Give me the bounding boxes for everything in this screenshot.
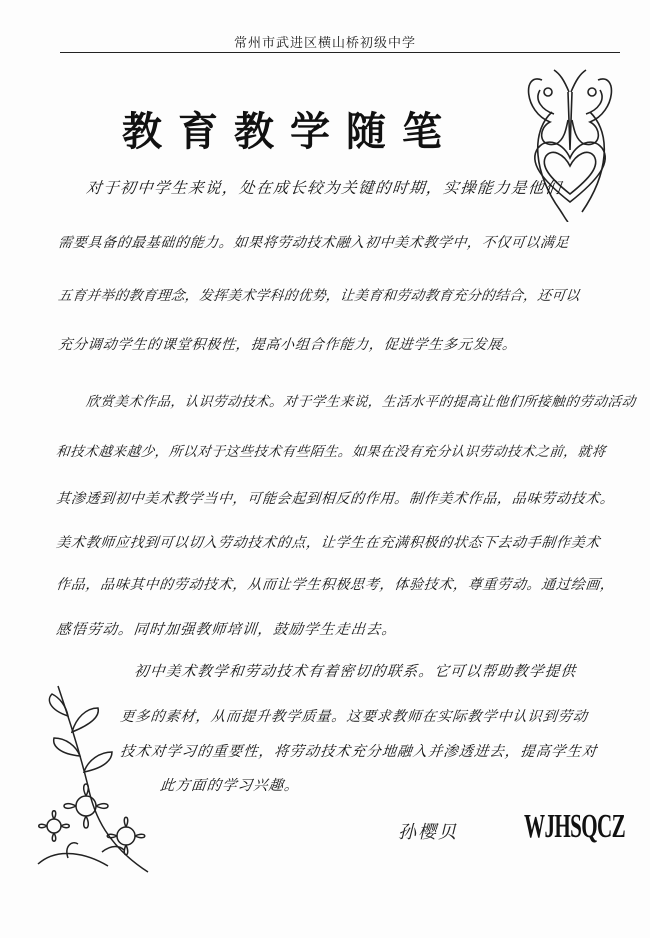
body-line: 和技术越来越少，所以对于这些技术有些陌生。如果在没有充分认识劳动技术之前，就将 bbox=[55, 444, 607, 460]
body-line: 此方面的学习兴趣。 bbox=[159, 778, 301, 794]
author-signature: 孙樱贝 bbox=[398, 822, 458, 843]
school-stamp: WJHSQCZ bbox=[524, 808, 626, 845]
body-line: 美术教师应找到可以切入劳动技术的点，让学生在充满积极的状态下去动手制作美术 bbox=[55, 535, 601, 551]
body-line: 作品，品味其中的劳动技术，从而让学生积极思考，体验技术，尊重劳动。通过绘画， bbox=[55, 577, 616, 593]
body-line: 技术对学习的重要性，将劳动技术充分地融入并渗透进去，提高学生对 bbox=[119, 744, 599, 760]
body-line: 更多的素材，从而提升教学质量。这要求教师在实际教学中认识到劳动 bbox=[119, 709, 589, 725]
body-line: 五育并举的教育理念，发挥美术学科的优势，让美育和劳动教育充分的结合，还可以 bbox=[57, 288, 581, 304]
header-rule bbox=[60, 52, 620, 53]
body-line: 对于初中学生来说，处在成长较为关键的时期，实操能力是他们 bbox=[85, 179, 564, 197]
body-line: 其渗透到初中美术教学当中，可能会起到相反的作用。制作美术作品，品味劳动技术。 bbox=[55, 491, 616, 507]
body-line: 需要具备的最基础的能力。如果将劳动技术融入初中美术教学中，不仅可以满足 bbox=[57, 235, 571, 251]
school-header: 常州市武进区横山桥初级中学 bbox=[233, 36, 416, 51]
body-line: 欣赏美术作品，认识劳动技术。对于学生来说，生活水平的提高让他们所接触的劳动活动 bbox=[85, 394, 637, 410]
essay-title: 教育教学随笔 bbox=[122, 108, 458, 155]
body-line: 充分调动学生的课堂积极性，提高小组合作能力，促进学生多元发展。 bbox=[57, 337, 518, 353]
body-line: 感悟劳动。同时加强教师培训，鼓励学生走出去。 bbox=[55, 622, 398, 638]
body-line: 初中美术教学和劳动技术有着密切的联系。它可以帮助教学提供 bbox=[133, 663, 578, 680]
